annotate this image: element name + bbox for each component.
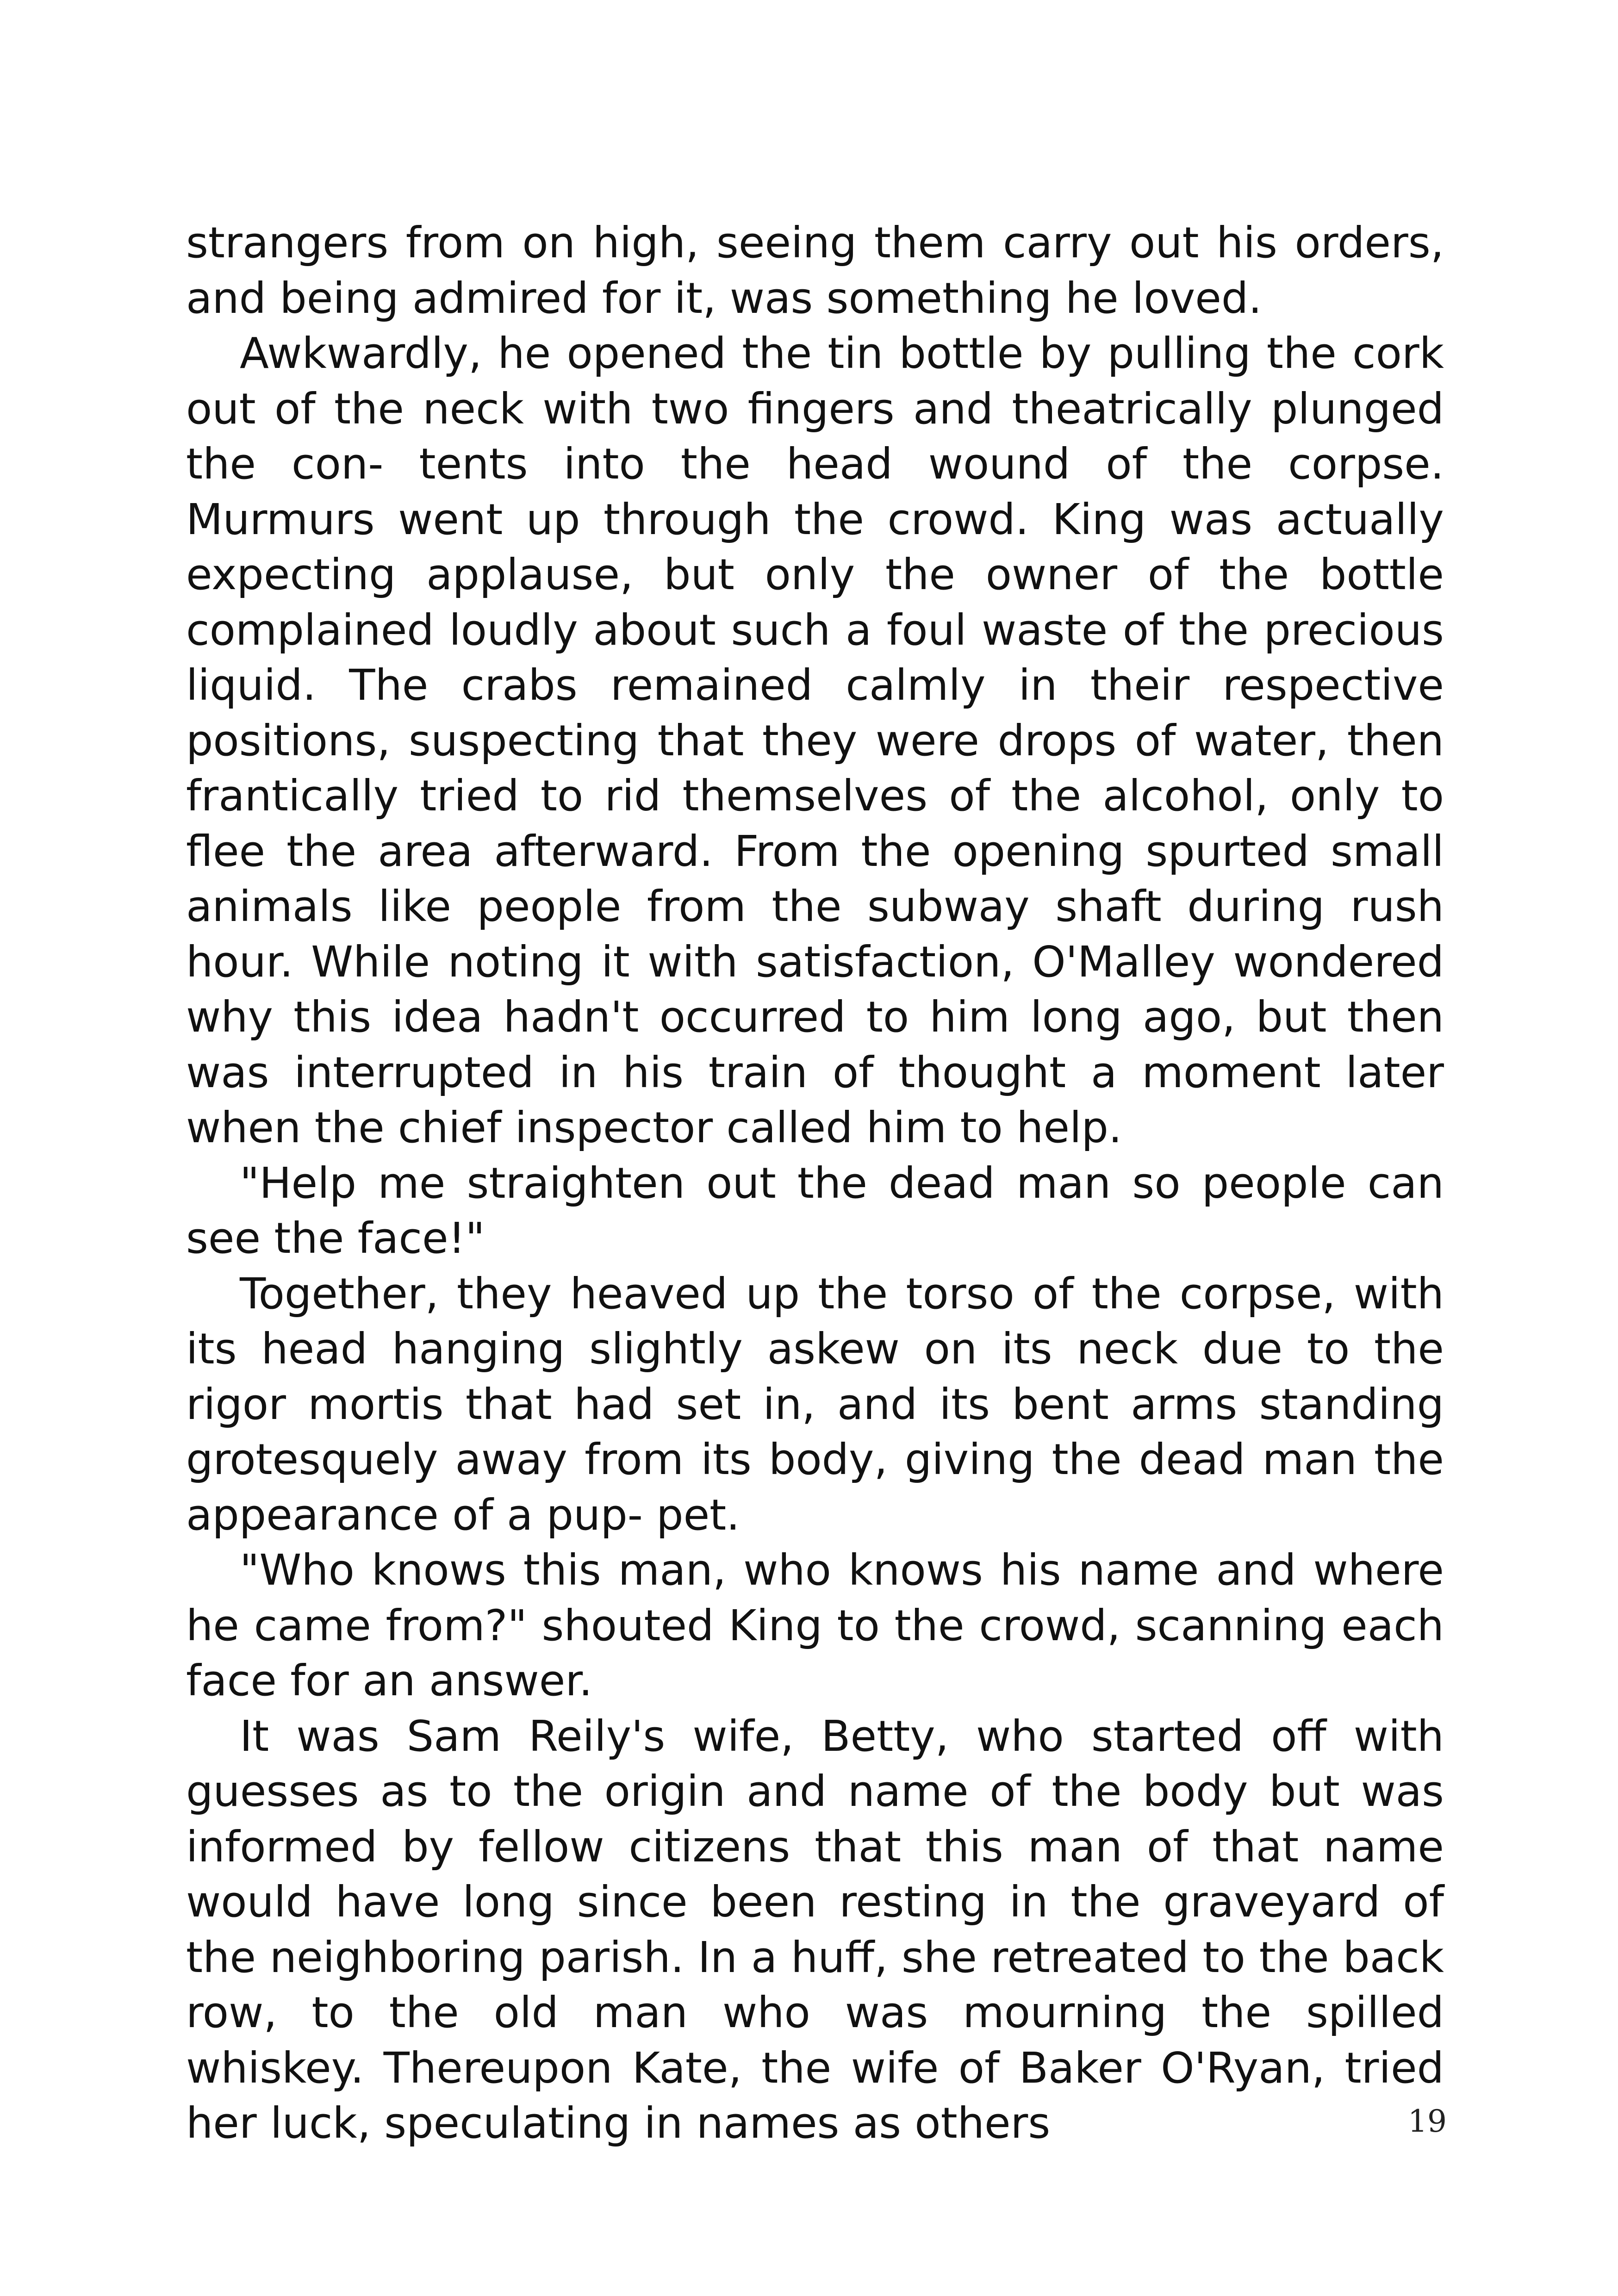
paragraph-6: It was Sam Reily's wife, Betty, who started off with guesses as to the origin and name of the body but was informed by fellow citizens that this man of that name would have long since been resting in the graveyard of the neighboring parish. In a huff, she retreated to the back row, to the old man who was mourning the spilled whiskey. Thereupon Kate, the wife of Baker O'Ryan, tried her luck, speculating in names as others bbox=[186, 1711, 1444, 2148]
paragraph-4: Together, they heaved up the torso of the corpse, with its head hanging slightly askew on its neck due to the rigor mortis that had set in, and its bent arms standing grotesquely away from its body, giving the dead man the appearance of a pup- pet. bbox=[186, 1269, 1444, 1540]
paragraph-3: "Help me straighten out the dead man so people can see the face!" bbox=[186, 1158, 1444, 1263]
paragraph-5: "Who knows this man, who knows his name and where he came from?" shouted King to the crowd, scanning each face for an answer. bbox=[186, 1545, 1444, 1705]
body-text bbox=[186, 215, 1444, 2151]
paragraph-2: Awkwardly, he opened the tin bottle by pulling the cork out of the neck with two fingers and theatrically plunged the con- tents into the head wound of the corpse. Murmurs went up through the crowd. King was actually expecting applause, but only the owner of the bottle complained loudly about such a foul waste of the precious liquid. The crabs remained calmly in their respective positions, suspecting that they were drops of water, then frantically tried to rid themselves of the alcohol, only to flee the area afterward. From the opening spurted small animals like people from the subway shaft during rush hour. While noting it with satisfaction, O'Malley wondered why this idea hadn't occurred to him long ago, but then was interrupted in his train of thought a moment later when the chief inspector called him to help. bbox=[186, 329, 1444, 1152]
page-number: 19 bbox=[1408, 2103, 1447, 2139]
paragraph-1: strangers from on high, seeing them carry out his orders, and being admired for it, was something he loved. bbox=[186, 218, 1444, 323]
